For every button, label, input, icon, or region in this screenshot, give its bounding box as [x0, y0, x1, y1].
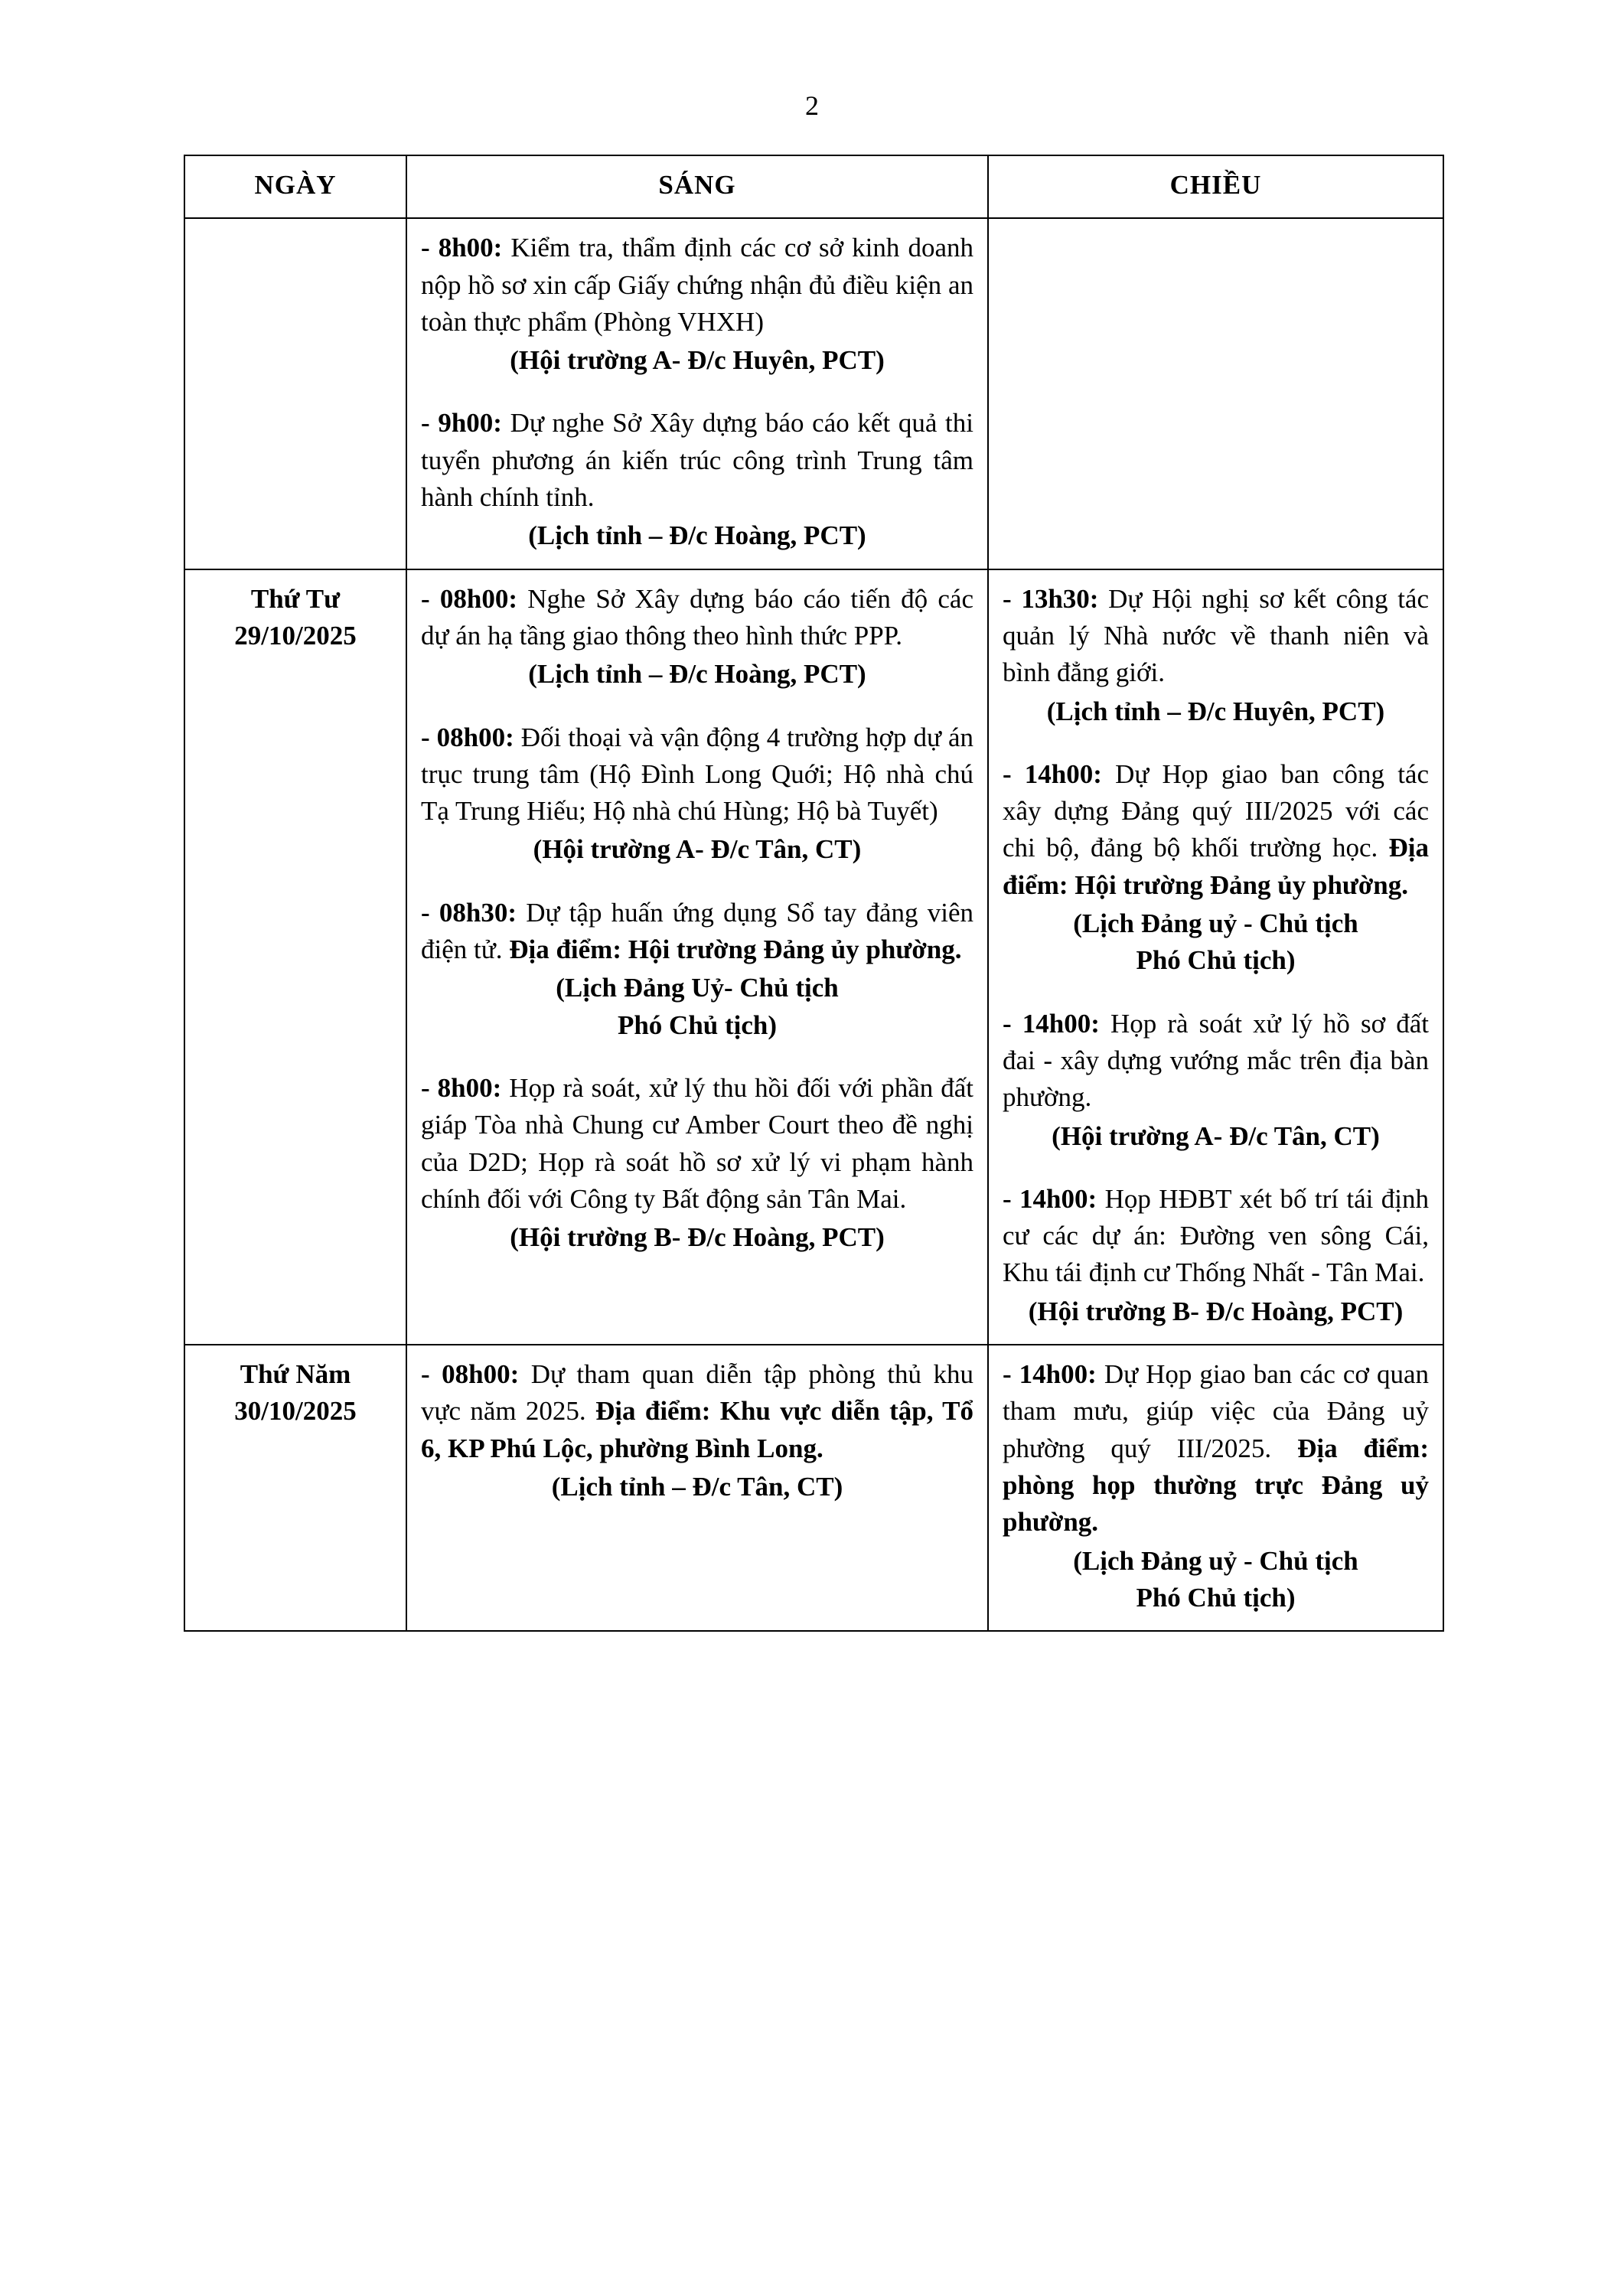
- column-header-morning: SÁNG: [406, 155, 988, 218]
- column-header-day: NGÀY: [184, 155, 406, 218]
- schedule-entry: [1003, 1006, 1429, 1155]
- morning-cell: [406, 1345, 988, 1631]
- entry-text: Dự tham quan diễn tập phòng thủ khu vực năm 2025.: [421, 1359, 973, 1427]
- entry-time: - 08h00:: [421, 583, 518, 614]
- table-row: [184, 218, 1443, 569]
- schedule-entry: [421, 1356, 973, 1505]
- entry-note-second: Phó Chủ tịch): [617, 1009, 778, 1040]
- table-header-row: [184, 155, 1443, 218]
- schedule-entry: [421, 1070, 973, 1256]
- entry-note: (Hội trường A- Đ/c Tân, CT): [533, 834, 862, 865]
- entry-note: (Hội trường B- Đ/c Hoàng, PCT): [510, 1222, 885, 1253]
- schedule-entry: [421, 405, 973, 554]
- afternoon-cell: [988, 218, 1443, 569]
- entry-time: - 14h00:: [1003, 758, 1102, 789]
- entry-note: (Lịch tỉnh – Đ/c Hoàng, PCT): [528, 659, 866, 690]
- day-label-line1: Thứ Tư: [250, 583, 341, 614]
- entry-location: Địa điểm: Khu vực diễn tập, Tổ 6, KP Phú Lộc, phường Bình Long.: [421, 1396, 974, 1463]
- entry-time: - 08h00:: [421, 1359, 520, 1390]
- entry-time: - 14h00:: [1003, 1183, 1097, 1214]
- schedule-entry: [421, 895, 973, 1044]
- entry-location: Địa điểm: Hội trường Đảng ủy phường.: [509, 934, 962, 965]
- day-label-line2: 29/10/2025: [234, 620, 357, 651]
- entry-text: Đối thoại và vận động 4 trường hợp dự án trục trung tâm (Hộ Đình Long Quới; Hộ nhà chú Tạ Trung Hiếu; Hộ nhà chú Hùng; Hộ bà Tuyết): [421, 722, 973, 827]
- entry-time: - 08h00:: [421, 722, 514, 752]
- entry-text: Họp rà soát xử lý hồ sơ đất đai - xây dựng vướng mắc trên địa bàn phường.: [1003, 1008, 1429, 1113]
- schedule-entry: [1003, 581, 1429, 730]
- schedule-entry: [421, 581, 973, 693]
- entry-text: Dự tập huấn ứng dụng Sổ tay đảng viên điện tử.: [421, 897, 973, 965]
- day-cell: [184, 218, 406, 569]
- day-cell: [184, 569, 406, 1345]
- entry-note: (Hội trường B- Đ/c Hoàng, PCT): [1028, 1296, 1404, 1326]
- schedule-table: [184, 155, 1444, 1632]
- schedule-entry: [1003, 1181, 1429, 1330]
- entry-text: Dự Họp giao ban các cơ quan tham mưu, giúp việc của Đảng uỷ phường quý III/2025.: [1003, 1359, 1430, 1463]
- entry-time: - 9h00:: [421, 408, 502, 439]
- day-label-line1: Thứ Năm: [240, 1359, 351, 1390]
- schedule-entry: [421, 230, 973, 379]
- entry-text: Họp HĐBT xét bố trí tái định cư các dự án: Đường ven sông Cái, Khu tái định cư Thống Nhất - Tân Mai.: [1003, 1183, 1429, 1288]
- entry-note: (Lịch Đảng uỷ - Chủ tịch: [1073, 1545, 1358, 1576]
- day-cell: [184, 1345, 406, 1631]
- entry-text: Nghe Sở Xây dựng báo cáo tiến độ các dự án hạ tầng giao thông theo hình thức PPP.: [421, 583, 973, 651]
- entry-time: - 8h00:: [421, 1072, 502, 1103]
- entry-note-second: Phó Chủ tịch): [1136, 1582, 1296, 1613]
- entry-time: - 14h00:: [1003, 1359, 1097, 1390]
- entry-note: (Lịch tỉnh – Đ/c Huyên, PCT): [1046, 696, 1385, 726]
- table-row: [184, 569, 1443, 1345]
- entry-text: Kiểm tra, thẩm định các cơ sở kinh doanh nộp hồ sơ xin cấp Giấy chứng nhận đủ điều kiện an toàn thực phẩm (Phòng VHXH): [421, 233, 974, 337]
- entry-time: - 13h30:: [1003, 583, 1099, 614]
- entry-note: (Lịch tỉnh – Đ/c Tân, CT): [551, 1471, 843, 1502]
- entry-location: Địa điểm: phòng họp thường trực Đảng uỷ phường.: [1003, 1433, 1429, 1538]
- entry-note: (Lịch Đảng uỷ - Chủ tịch: [1073, 908, 1358, 939]
- entry-note: (Hội trường A- Đ/c Tân, CT): [1052, 1120, 1380, 1151]
- entry-location: Địa điểm: Hội trường Đảng ủy phường.: [1003, 833, 1429, 900]
- day-label-line2: 30/10/2025: [234, 1396, 357, 1427]
- schedule-entry: [1003, 1356, 1429, 1616]
- entry-text: Dự Họp giao ban công tác xây dựng Đảng quý III/2025 với các chi bộ, đảng bộ khối trường học.: [1003, 758, 1429, 863]
- afternoon-cell: [988, 1345, 1443, 1631]
- schedule-entry: [1003, 756, 1429, 980]
- entry-note: (Hội trường A- Đ/c Huyên, PCT): [510, 345, 885, 376]
- table-row: [184, 1345, 1443, 1631]
- morning-cell: [406, 218, 988, 569]
- entry-note: (Lịch tỉnh – Đ/c Hoàng, PCT): [528, 520, 866, 551]
- entry-time: - 08h30:: [421, 897, 517, 928]
- entry-time: - 14h00:: [1003, 1008, 1100, 1039]
- page-number: 2: [805, 90, 819, 121]
- entry-text: Dự nghe Sở Xây dựng báo cáo kết quả thi tuyển phương án kiến trúc công trình Trung tâm hành chính tỉnh.: [421, 408, 973, 513]
- entry-time: - 8h00:: [421, 233, 503, 263]
- column-header-afternoon: CHIỀU: [988, 155, 1443, 218]
- afternoon-cell: [988, 569, 1443, 1345]
- morning-cell: [406, 569, 988, 1345]
- entry-note: (Lịch Đảng Uỷ- Chủ tịch: [556, 973, 839, 1003]
- entry-text: Dự Hội nghị sơ kết công tác quản lý Nhà nước về thanh niên và bình đẳng giới.: [1003, 583, 1429, 688]
- entry-text: Họp rà soát, xử lý thu hồi đối với phần đất giáp Tòa nhà Chung cư Amber Court theo đề nghị của D2D; Họp rà soát hồ sơ xử lý vi phạm hành chính đối với Công ty Bất động sản Tân Mai.: [421, 1072, 973, 1214]
- entry-note-second: Phó Chủ tịch): [1136, 945, 1296, 976]
- schedule-entry: [421, 719, 973, 869]
